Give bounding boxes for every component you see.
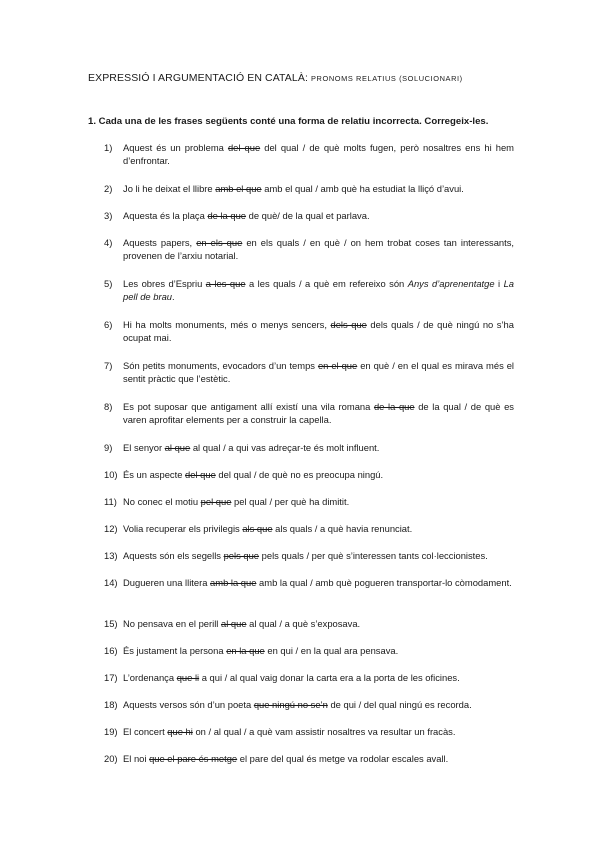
exercise-item	[104, 318, 514, 346]
item-number: 11)	[104, 496, 117, 507]
item-text	[123, 359, 514, 385]
title-main: EXPRESSIÓ I ARGUMENTACIÓ EN CATALÀ:	[88, 72, 308, 84]
exercise-item	[104, 576, 514, 604]
item-number: 18)	[104, 699, 118, 710]
item-text	[123, 495, 514, 508]
item-text	[123, 277, 514, 303]
exercise-item	[104, 671, 514, 685]
item-number: 20)	[104, 753, 118, 764]
item-correction: on / al qual / a què vam assistir nosaltres va resultar un fracàs.	[192, 726, 456, 737]
exercise-item	[104, 236, 514, 264]
item-text	[123, 400, 514, 426]
item-number: 17)	[104, 672, 118, 683]
item-correction: en qui / en la qual ara pensava.	[264, 645, 399, 656]
item-correction: del qual / de què molts fugen, però nosaltres ens hi hem d’enfrontar.	[123, 142, 514, 167]
item-correction: amb la qual / amb què pogueren transportar-lo còmodament.	[256, 577, 512, 588]
item-number: 15)	[104, 618, 118, 629]
item-text-start: El concert	[123, 726, 168, 737]
item-text	[123, 522, 514, 535]
item-text-start: El senyor	[123, 442, 165, 453]
item-text-start: Dugueren una llitera	[123, 577, 211, 588]
title-subtitle: PRONOMS RELATIUS (SOLUCIONARI)	[311, 74, 463, 83]
item-text-start: No pensava en el perill	[123, 618, 221, 629]
item-number: 9)	[104, 442, 113, 453]
item-number: 5)	[104, 278, 113, 289]
struck-incorrect-form: dels que	[330, 319, 367, 330]
exercise-item	[104, 495, 514, 509]
item-number: 6)	[104, 319, 113, 330]
struck-incorrect-form: que hi	[167, 726, 193, 737]
exercise-item	[104, 400, 514, 428]
struck-incorrect-form: en el que	[317, 360, 358, 371]
item-text	[123, 644, 514, 657]
struck-incorrect-form: amb la que	[210, 577, 257, 588]
item-number: 14)	[104, 577, 118, 588]
item-number: 12)	[104, 523, 118, 534]
struck-incorrect-form: que li	[176, 672, 200, 683]
struck-incorrect-form: pel que	[200, 496, 232, 507]
item-text	[123, 576, 514, 589]
item-text-start: És justament la persona	[123, 645, 227, 656]
item-correction: pels quals / per què s’interessen tants col·leccionistes.	[259, 550, 488, 561]
exercise-item	[104, 522, 514, 536]
struck-incorrect-form: amb el que	[215, 183, 262, 194]
item-text	[123, 236, 514, 262]
item-text-start: Es pot suposar que antigament allí existí una vila romana	[123, 401, 374, 412]
exercise-item	[104, 277, 514, 305]
item-text	[123, 141, 514, 167]
item-text	[123, 468, 514, 481]
item-correction: de qui / del qual ningú es recorda.	[327, 699, 472, 710]
item-number: 13)	[104, 550, 118, 561]
item-text	[123, 698, 514, 711]
struck-incorrect-form: de la que	[373, 401, 415, 412]
item-text-start: El noi	[123, 753, 150, 764]
struck-incorrect-form: al que	[164, 442, 191, 453]
struck-incorrect-form: en els que	[196, 237, 243, 248]
exercise-instruction: 1. Cada una de les frases següents conté una forma de relatiu incorrecta. Corregeix-les.	[88, 116, 489, 127]
item-correction: al qual / a qui vas adreçar-te és molt influent.	[190, 442, 380, 453]
item-text	[123, 617, 514, 630]
item-number: 7)	[104, 360, 113, 371]
item-text-start: Hi ha molts monuments, més o menys sencers,	[123, 319, 331, 330]
item-text	[123, 209, 514, 222]
item-text	[123, 549, 514, 562]
page-title	[88, 72, 463, 84]
struck-incorrect-form: en la que	[226, 645, 265, 656]
item-text-joiner: i	[494, 278, 504, 289]
struck-incorrect-form: a les que	[205, 278, 246, 289]
item-number: 8)	[104, 401, 113, 412]
item-correction: en què / en el qual es mirava més el sentit pràctic que l’estètic.	[123, 360, 515, 385]
struck-incorrect-form: pels que	[223, 550, 260, 561]
item-text-start: L’ordenança	[123, 672, 177, 683]
struck-incorrect-form: que ningú no se’n	[253, 699, 328, 710]
item-text-start: Les obres d’Espriu	[123, 278, 206, 289]
book-title: Anys d’aprenentatge	[407, 278, 495, 289]
item-correction: de què/ de la qual et parlava.	[246, 210, 370, 221]
item-correction: del qual / de què no es preocupa ningú.	[215, 469, 384, 480]
item-correction: al qual / a què s’exposava.	[246, 618, 361, 629]
exercise-item	[104, 644, 514, 658]
item-text-start: No conec el motiu	[123, 496, 201, 507]
exercise-item	[104, 698, 514, 712]
exercise-item	[104, 182, 514, 196]
item-text-start: Volia recuperar els privilegis	[123, 523, 243, 534]
exercise-item	[104, 209, 514, 223]
item-correction: en els quals / en què / on hem trobat coses tan interessants, provenen de l’arxiu notarial.	[123, 237, 515, 262]
exercise-item	[104, 617, 514, 631]
item-text-start: Són petits monuments, evocadors d’un temps	[123, 360, 318, 371]
item-text-start: Aquests són els segells	[123, 550, 224, 561]
item-text	[123, 725, 514, 738]
exercise-item	[104, 359, 514, 387]
item-text-end: .	[172, 291, 175, 303]
item-text-start: Aquests papers,	[123, 237, 197, 248]
item-text-start: Jo li he deixat el llibre	[123, 183, 216, 194]
item-correction: dels quals / de què ningú no s’ha ocupat mai.	[123, 319, 514, 344]
struck-incorrect-form: de la que	[207, 210, 247, 221]
item-correction: a qui / al qual vaig donar la carta era a la porta de les oficines.	[199, 672, 460, 683]
exercise-item	[104, 725, 514, 739]
item-text	[123, 441, 514, 454]
struck-incorrect-form: del que	[185, 469, 216, 480]
item-number: 1)	[104, 142, 113, 153]
exercise-item	[104, 549, 514, 563]
item-text	[123, 671, 514, 684]
item-number: 3)	[104, 210, 113, 221]
item-number: 2)	[104, 183, 113, 194]
item-text	[123, 182, 514, 195]
item-text	[123, 752, 514, 765]
item-number: 10)	[104, 469, 118, 480]
item-number: 4)	[104, 237, 113, 248]
item-text-start: Aquests versos són d’un poeta	[123, 699, 254, 710]
item-text-start: Aquesta és la plaça	[123, 210, 208, 221]
item-correction: de la qual / de què es varen aprofitar elements per a construir la capella.	[123, 401, 514, 426]
exercise-item	[104, 468, 514, 482]
item-correction: pel qual / per què ha dimitit.	[231, 496, 350, 507]
item-text-start: Aquest és un problema	[123, 142, 228, 153]
item-text-start: És un aspecte	[123, 469, 186, 480]
struck-incorrect-form: que el pare és metge	[149, 753, 238, 764]
item-correction: amb el qual / amb què ha estudiat la lliçó d’avui.	[261, 183, 464, 194]
exercise-item	[104, 752, 514, 766]
item-number: 19)	[104, 726, 118, 737]
struck-incorrect-form: al que	[220, 618, 247, 629]
item-correction: als quals / a què havia renunciat.	[272, 523, 413, 534]
item-correction: a les quals / a què em refereixo són	[245, 278, 408, 289]
struck-incorrect-form: als que	[242, 523, 273, 534]
item-number: 16)	[104, 645, 118, 656]
exercise-item	[104, 141, 514, 169]
book-title: La pell de brau	[123, 278, 514, 303]
item-text	[123, 318, 514, 344]
exercise-item	[104, 441, 514, 455]
item-correction: el pare del qual és metge va rodolar escales avall.	[237, 753, 449, 764]
struck-incorrect-form: del que	[227, 142, 261, 153]
